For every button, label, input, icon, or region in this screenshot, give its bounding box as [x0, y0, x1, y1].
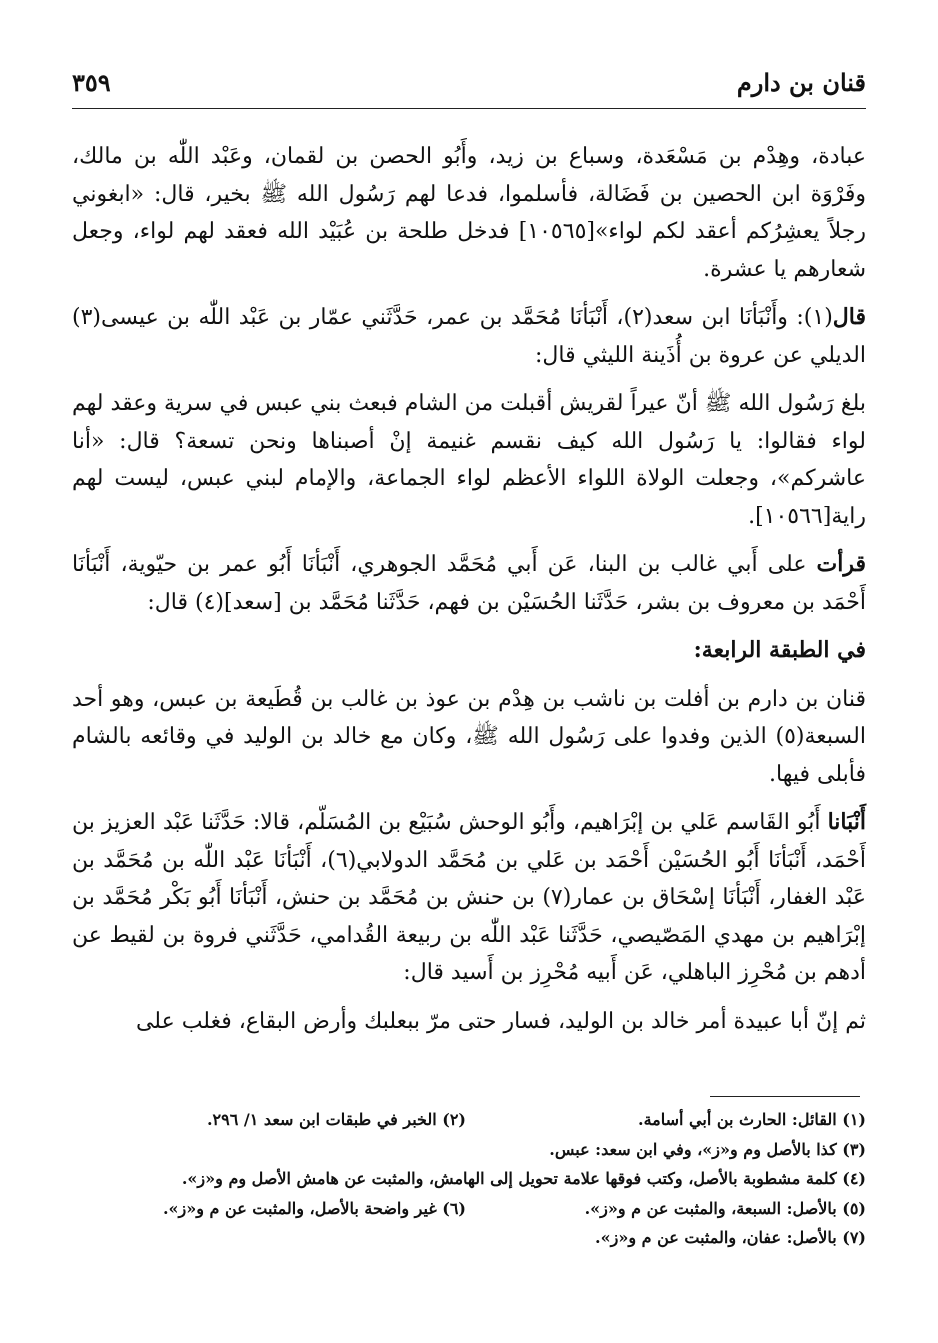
paragraph-text: أَبُو القَاسم عَلي بن إبْرَاهيم، وأَبُو الوحش سُبَيْع بن المُسَلّم، قالا: حَدَّثَنا عَبْد العزيز بن أَحْمَد، أَنْبَأنَا أَبُو الحُسَيْن أَحْمَد بن عَلي بن مُحَمَّد الدولابي(٦)، أَنْبَأنَا عَبْد اللّٰه بن مُحَمَّد بن عَبْد الغفار، أَنْبَأنَا إسْحَاق بن عمار(٧) بن حنش بن مُحَمَّد بن حنش، أَنْبَأنَا أَبُو بَكْر مُحَمَّد بن إبْرَاهيم بن مهدي المَصّيصي، حَدَّثَنا عَبْد اللّٰه بن ربيعة القُدامي، حَدَّثَني فروة بن لقيط عن أدهم بن مُحْرِز الباهلي، عَن أَبيه مُحْرِز بن أَسيد قال: [72, 810, 866, 985]
paragraph [72, 138, 866, 288]
paragraph-text: بلغ رَسُول الله ﷺ أنّ عيراً لقريش أقبلت من الشام فبعث بني عبس في سرية وعقد لهم لواء فقالوا: يا رَسُول الله كيف نقسم غنيمة إنْ أصبناها ونحن تسعة؟ قال: «أنا عاشركم»، وجعلت الولاة اللواء الأعظم لواء الجماعة، والإمام لبني عبس، ليست لهم راية[١٠٥٦٦]. [72, 391, 866, 529]
footnote-rule [710, 1096, 860, 1097]
footnote: (٦) غير واضحة بالأصل، والمثبت عن م و«ز». [162, 1198, 466, 1218]
running-title: قنان بن دارم [736, 68, 866, 97]
paragraph-text: عبادة، وهِدْم بن مَسْعَدة، وسباع بن زيد، وأَبُو الحصن بن لقمان، وعَبْد اللّٰه بن مالك، وفَرْوَة ابن الحصين بن فَضَالة، فأسلموا، فدعا لهم رَسُول الله ﷺ بخير، قال: «ابغوني رجلاً يعشِرُكم أعقد لكم لواء»[١٠٥٦٥] فدخل طلحة بن عُبَيْد الله فعقد لهم لواء، وجعل شعارهم يا عشرة. [72, 144, 866, 282]
footnote: (١) القائل: الحارث بن أبي أسامة. [638, 1110, 866, 1129]
paragraph-text: في الطبقة الرابعة: [693, 637, 866, 663]
footnote: (٢) الخبر في طبقات ابن سعد ١/ ٢٩٦. [206, 1110, 466, 1129]
paragraph-lead: قال [832, 304, 866, 330]
paragraph [72, 804, 866, 992]
footnote-row [72, 1135, 866, 1165]
paragraph-text: قنان بن دارم بن أفلت بن ناشب بن هِدْم بن عوذ بن غالب بن قُطَيعة بن عبس، وهو أحد السبعة(٥) الذين وفدوا على رَسُول الله ﷺ، وكان مع خالد بن الوليد في وقائعه بالشام فأبلى فيها. [72, 686, 866, 787]
footnote-row [72, 1194, 866, 1224]
paragraph-lead: أَنْبَانا [827, 809, 866, 835]
paragraph [72, 1003, 866, 1041]
footnote: (٧) بالأصل: عفان، والمثبت عن م و«ز». [595, 1228, 866, 1247]
paragraph-text: ثم إنّ أبا عبيدة أمر خالد بن الوليد، فسار حتى مرّ ببعلبك وأرض البقاع، فغلب على [135, 1008, 866, 1034]
footnote: (٣) كذا بالأصل وم و«ز»، وفي ابن سعد: عبس. [549, 1139, 866, 1159]
body-text [72, 138, 866, 1051]
paragraph [72, 546, 866, 621]
paragraph [72, 385, 866, 535]
footnote-row [72, 1164, 866, 1194]
section-heading [72, 632, 866, 670]
paragraph [72, 681, 866, 794]
paragraph-text: (١): وأَنْبَأنَا ابن سعد(٢)، أَنْبَأنَا مُحَمَّد بن عمر، حَدَّثَني عمّار بن عَبْد اللّٰه بن عيسى(٣) الديلي عن عروة بن أُذَينة الليثي قال: [72, 305, 866, 368]
footnote: (٤) كلمة مشطوبة بالأصل، وكتب فوقها علامة تحويل إلى الهامش، والمثبت عن هامش الأصل وم و«ز». [181, 1169, 866, 1188]
paragraph-text: على أَبي غالب بن البنا، عَن أَبي مُحَمَّد الجوهري، أَنْبَأنَا أَبُو عمر بن حيّوية، أَنْبَأنَا أَحْمَد بن معروف بن بشر، حَدَّثَنا الحُسَيْن بن فهم، حَدَّثَنا مُحَمَّد بن [سعد](٤) قال: [72, 552, 866, 615]
footnote-row [72, 1223, 866, 1253]
paragraph-lead: قرأت [816, 551, 866, 577]
page-header [72, 64, 866, 104]
header-rule [72, 108, 866, 109]
page-number: ٣٥٩ [72, 68, 111, 97]
footnote-row [72, 1105, 866, 1135]
paragraph [72, 299, 866, 374]
footnotes [72, 1105, 866, 1253]
footnote: (٥) بالأصل: السبعة، والمثبت عن م و«ز». [584, 1198, 866, 1218]
